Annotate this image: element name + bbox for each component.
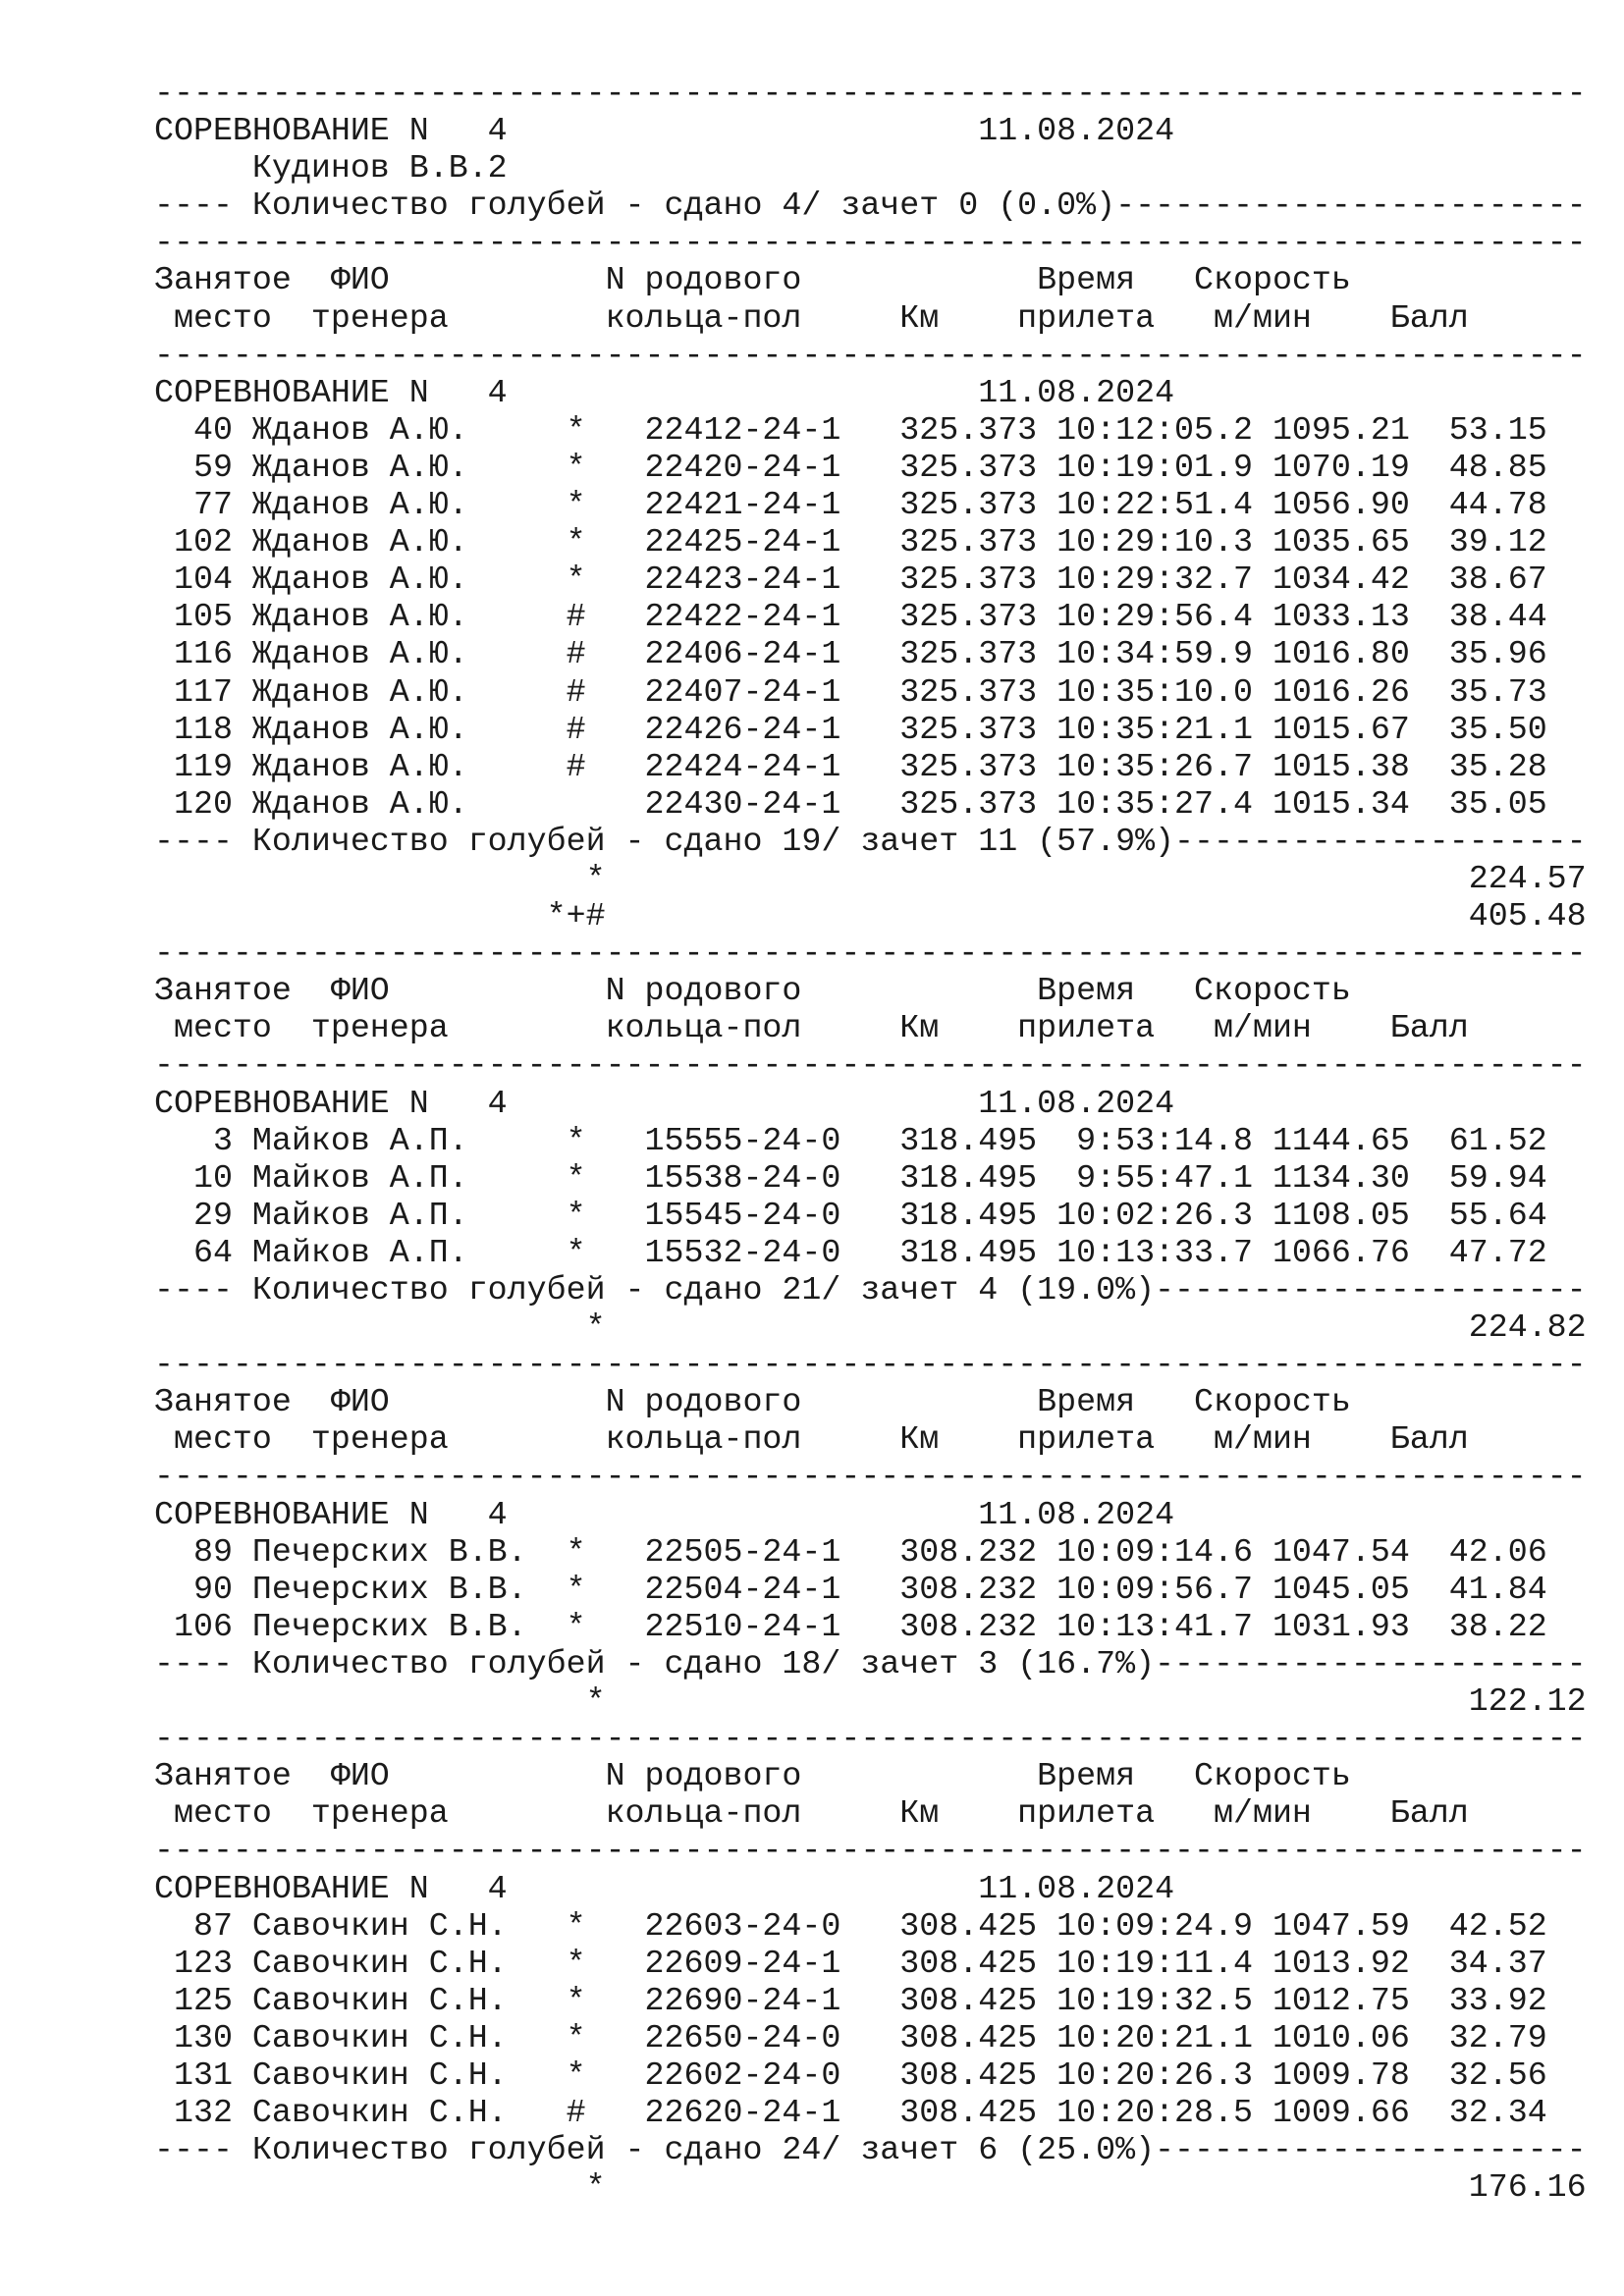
result-row: 125 Савочкин С.Н. * 22690-24-1 308.425 10:19:32.5 1012.75 33.92: [154, 1981, 1547, 2019]
competition-date: 11.08.2024: [978, 1495, 1175, 1533]
result-row: 132 Савочкин С.Н. # 22620-24-1 308.425 10:20:28.5 1009.66 32.34: [154, 2094, 1547, 2132]
result-row: 59 Жданов А.Ю. * 22420-24-1 325.373 10:19:01.9 1070.19 48.85: [154, 448, 1547, 486]
competition-title: СОРЕВНОВАНИЕ N 4: [154, 373, 508, 411]
result-row: 89 Печерских В.В. * 22505-24-1 308.232 10:09:14.6 1047.54 42.06: [154, 1532, 1547, 1571]
result-row: 106 Печерских В.В. * 22510-24-1 308.232 10:13:41.7 1031.93 38.22: [154, 1607, 1547, 1645]
dash-rule: -------------------------------------------------------------------------: [154, 336, 1587, 374]
dash-rule: -------------------------------------------------------------------------: [154, 1720, 1587, 1758]
dash-rule: -------------------------------------------------------------------------: [154, 1458, 1587, 1496]
result-row: 131 Савочкин С.Н. * 22602-24-0 308.425 10:20:26.3 1009.78 32.56: [154, 2056, 1547, 2094]
result-row: 3 Майков А.П. * 15555-24-0 318.495 9:53:14.8 1144.65 61.52: [154, 1121, 1547, 1159]
competition-date: 11.08.2024: [978, 1869, 1175, 1907]
result-row: 118 Жданов А.Ю. # 22426-24-1 325.373 10:35:21.1 1015.67 35.50: [154, 710, 1547, 748]
score-total: * 224.82: [154, 1308, 1587, 1347]
dash-rule: -------------------------------------------------------------------------: [154, 224, 1587, 262]
column-header-row: Занятое ФИО N родового Время Скорость: [154, 1757, 1351, 1795]
result-row: 130 Савочкин С.Н. * 22650-24-0 308.425 10:20:21.1 1010.06 32.79: [154, 2018, 1547, 2056]
result-row: 117 Жданов А.Ю. # 22407-24-1 325.373 10:35:10.0 1016.26 35.73: [154, 672, 1547, 711]
competition-date: 11.08.2024: [978, 112, 1175, 150]
competition-title: СОРЕВНОВАНИЕ N 4: [154, 1495, 508, 1533]
dash-rule: -------------------------------------------------------------------------: [154, 934, 1587, 973]
dash-rule: -------------------------------------------------------------------------: [154, 75, 1587, 112]
column-header-row: место тренера кольца-пол Км прилета м/мин Балл: [154, 298, 1469, 337]
result-row: 10 Майков А.П. * 15538-24-0 318.495 9:55:47.1 1134.30 59.94: [154, 1158, 1547, 1197]
result-row: 77 Жданов А.Ю. * 22421-24-1 325.373 10:22:51.4 1056.90 44.78: [154, 486, 1547, 524]
column-header-row: Занятое ФИО N родового Время Скорость: [154, 1383, 1351, 1421]
result-row: 123 Савочкин С.Н. * 22609-24-1 308.425 10:19:11.4 1013.92 34.37: [154, 1944, 1547, 1982]
pigeon-count-summary: ---- Количество голубей - сдано 18/ зачет 3 (16.7%)----------------------: [154, 1644, 1587, 1682]
pigeon-count-summary: ---- Количество голубей - сдано 21/ зачет 4 (19.0%)----------------------: [154, 1271, 1587, 1308]
competition-title: СОРЕВНОВАНИЕ N 4: [154, 112, 508, 150]
dash-rule: -------------------------------------------------------------------------: [154, 1346, 1587, 1384]
pigeon-count-summary: ---- Количество голубей - сдано 24/ зачет 6 (25.0%)----------------------: [154, 2131, 1587, 2169]
competition-date: 11.08.2024: [978, 373, 1175, 411]
competition-date: 11.08.2024: [978, 1084, 1175, 1122]
pigeon-count-summary: ---- Количество голубей - сдано 4/ зачет 0 (0.0%)------------------------: [154, 187, 1587, 225]
column-header-row: место тренера кольца-пол Км прилета м/мин Балл: [154, 1420, 1469, 1459]
result-row: 90 Печерских В.В. * 22504-24-1 308.232 10:09:56.7 1045.05 41.84: [154, 1570, 1547, 1608]
score-total: * 176.16: [154, 2168, 1587, 2207]
result-row: 102 Жданов А.Ю. * 22425-24-1 325.373 10:29:10.3 1035.65 39.12: [154, 523, 1547, 561]
fancier-name: Кудинов В.В.2: [154, 149, 508, 187]
competition-heading: [154, 1085, 1588, 1122]
dash-rule: -------------------------------------------------------------------------: [154, 1832, 1587, 1870]
competition-heading: [154, 112, 1588, 149]
result-row: 105 Жданов А.Ю. # 22422-24-1 325.373 10:29:56.4 1033.13 38.44: [154, 598, 1547, 636]
result-row: 116 Жданов А.Ю. # 22406-24-1 325.373 10:34:59.9 1016.80 35.96: [154, 635, 1547, 673]
column-header-row: место тренера кольца-пол Км прилета м/мин Балл: [154, 1009, 1469, 1047]
column-header-row: Занятое ФИО N родового Время Скорость: [154, 261, 1351, 299]
result-row: 119 Жданов А.Ю. # 22424-24-1 325.373 10:35:26.7 1015.38 35.28: [154, 747, 1547, 785]
result-row: 87 Савочкин С.Н. * 22603-24-0 308.425 10:09:24.9 1047.59 42.52: [154, 1906, 1547, 1945]
competition-title: СОРЕВНОВАНИЕ N 4: [154, 1084, 508, 1122]
score-total: *+# 405.48: [154, 897, 1587, 935]
competition-title: СОРЕВНОВАНИЕ N 4: [154, 1869, 508, 1907]
competition-heading: [154, 1870, 1588, 1907]
dash-rule: -------------------------------------------------------------------------: [154, 1046, 1587, 1085]
result-row: 40 Жданов А.Ю. * 22412-24-1 325.373 10:12:05.2 1095.21 53.15: [154, 410, 1547, 449]
result-row: 120 Жданов А.Ю. 22430-24-1 325.373 10:35:27.4 1015.34 35.05: [154, 784, 1547, 823]
result-row: 29 Майков А.П. * 15545-24-0 318.495 10:02:26.3 1108.05 55.64: [154, 1196, 1547, 1234]
result-row: 104 Жданов А.Ю. * 22423-24-1 325.373 10:29:32.7 1034.42 38.67: [154, 561, 1547, 599]
column-header-row: место тренера кольца-пол Км прилета м/мин Балл: [154, 1794, 1469, 1833]
score-total: * 122.12: [154, 1682, 1587, 1721]
column-header-row: Занятое ФИО N родового Время Скорость: [154, 972, 1351, 1010]
score-total: * 224.57: [154, 859, 1587, 897]
competition-heading: [154, 1496, 1588, 1533]
pigeon-count-summary: ---- Количество голубей - сдано 19/ зачет 11 (57.9%)---------------------: [154, 822, 1587, 860]
result-row: 64 Майков А.П. * 15532-24-0 318.495 10:13:33.7 1066.76 47.72: [154, 1233, 1547, 1271]
results-report: [154, 75, 1588, 2206]
competition-heading: [154, 374, 1588, 411]
